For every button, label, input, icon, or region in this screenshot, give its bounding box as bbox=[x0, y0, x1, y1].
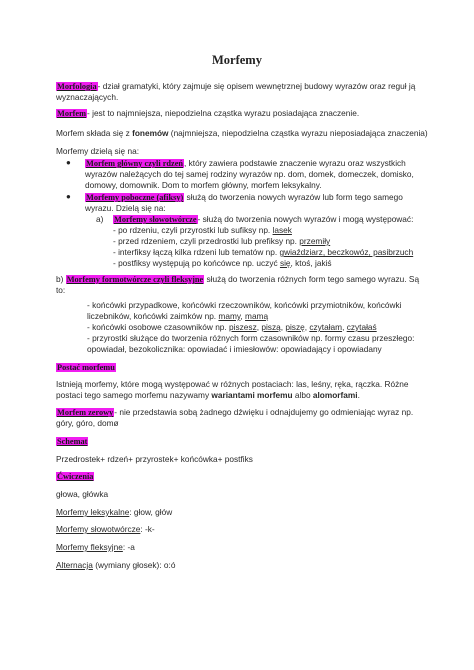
term-morfologia: Morfologia bbox=[57, 82, 97, 91]
exercise-fleksyjne bbox=[56, 542, 135, 552]
term-morfem-zerowy: Morfem zerowy bbox=[57, 408, 114, 417]
text: , bbox=[280, 322, 286, 332]
sub-a-item bbox=[113, 247, 413, 257]
text: albo bbox=[292, 390, 313, 400]
paragraph-schemat: Przedrostek+ rdzeń+ przyrostek+ końcówka+ postfiks bbox=[56, 454, 253, 464]
text: - po rdzeniu, czyli przyrostki lub sufiksy np. bbox=[113, 225, 273, 235]
text: , bbox=[240, 311, 246, 321]
text: - postfiksy występują po końcówce np. uczyć bbox=[113, 258, 280, 268]
text: . bbox=[357, 390, 360, 400]
value: : -k- bbox=[140, 524, 155, 534]
text: służą do tworzenia różnych form tego samego wyrazu. Są bbox=[204, 274, 420, 284]
paragraph-zerowy-cont: góry, góro, domø bbox=[56, 418, 119, 428]
bullet-rdzen-cont1: wyrazów należących do tej samej rodziny wyrazów np. dom, domek, domeczek, domisko, bbox=[85, 169, 414, 179]
text: - jest to najmniejsza, niepodzielna cząstka wyrazu posiadająca znaczenie. bbox=[87, 108, 360, 118]
bullet-afiksy-cont: wyrazu. Dzielą się na: bbox=[85, 203, 166, 213]
exercise-leksykalne bbox=[56, 507, 172, 517]
example: czytałaś bbox=[346, 322, 377, 332]
term-morfem-glowny: Morfem główny czyli rdzeń bbox=[86, 159, 183, 168]
label: Morfemy słowotwórcze bbox=[56, 524, 141, 534]
term-morfemy-formotworcze: Morfemy formotwórcze czyli fleksyjne bbox=[66, 275, 204, 284]
label: Alternacja bbox=[56, 560, 93, 570]
term-morfem: Morfem bbox=[57, 109, 87, 118]
example: piszą bbox=[261, 322, 281, 332]
example: czytałam bbox=[309, 322, 343, 332]
text: , bbox=[342, 322, 347, 332]
text: liczebników, końcówki zaimków np. bbox=[87, 311, 219, 321]
paragraph-postac-cont bbox=[56, 390, 360, 400]
example: przemiły bbox=[299, 236, 331, 246]
term-fonemy: fonemów bbox=[132, 128, 169, 138]
example: mamą bbox=[245, 311, 269, 321]
text: Morfem składa się z bbox=[56, 128, 133, 138]
paragraph-morfologia-cont: wyznaczających. bbox=[56, 92, 119, 102]
value: : głow, głów bbox=[129, 507, 173, 517]
text: służą do tworzenia nowych wyrazów lub form tego samego bbox=[184, 192, 403, 202]
sub-b-item: opowiadał, bezokolicznika: opowiadać i imiesłowów: opowiadający i opowiadany bbox=[87, 344, 382, 354]
text: , bbox=[256, 322, 262, 332]
example: mamy bbox=[218, 311, 241, 321]
sub-b-item: - przyrostki służące do tworzenia różnych form czasowników np. formy czasu przeszłego: bbox=[87, 333, 415, 343]
paragraph-dziela-sie: Morfemy dzielą się na: bbox=[56, 146, 140, 156]
section-heading-cwiczenia bbox=[56, 471, 94, 482]
sub-a-item bbox=[113, 258, 332, 268]
sub-b-item: - końcówki przypadkowe, końcówki rzeczowników, końcówki przymiotników, końcówki bbox=[87, 300, 402, 310]
exercise-alternacja bbox=[56, 560, 175, 570]
text: postaci tego samego morfemu nazywamy bbox=[56, 390, 212, 400]
text: - przed rdzeniem, czyli przedrostki lub prefiksy np. bbox=[113, 236, 300, 246]
text: , który zawiera podstawie znaczenie wyrazu oraz wszystkich bbox=[184, 158, 406, 168]
paragraph-postac: Istnieją morfemy, które mogą występować w różnych postaciach: las, leśny, ręka, rączka. Różne bbox=[56, 379, 409, 389]
example: piszesz bbox=[229, 322, 257, 332]
sub-b-item bbox=[87, 322, 377, 332]
text: - dział gramatyki, który zajmuje się opisem wewnętrznej budowy wyrazów oraz reguł ją bbox=[97, 81, 416, 91]
text: , bbox=[304, 322, 310, 332]
text: (najmniejsza, niepodzielna cząstka wyrazu nieposiadająca znaczenia) bbox=[168, 128, 428, 138]
section-heading-postac bbox=[56, 362, 116, 373]
sub-b-fleksyjne bbox=[56, 274, 419, 285]
paragraph-zerowy bbox=[56, 407, 413, 418]
bullet-afiksy bbox=[85, 192, 403, 203]
term-warianty: wariantami morfemu bbox=[211, 390, 293, 400]
sub-b-item bbox=[87, 311, 268, 321]
term-alomorfy: alomorfami bbox=[312, 390, 358, 400]
sub-b-cont: to: bbox=[56, 285, 66, 295]
sub-a-item bbox=[113, 225, 292, 235]
label: Morfemy fleksyjne bbox=[56, 542, 123, 552]
bullet-dot-icon: ● bbox=[66, 192, 71, 201]
section-heading-schemat bbox=[56, 436, 88, 447]
label: Morfemy leksykalne bbox=[56, 507, 130, 517]
text: , ktoś, jakiś bbox=[290, 258, 332, 268]
sub-a-label: a) bbox=[96, 214, 104, 224]
page-title: Morfemy bbox=[212, 53, 262, 67]
heading-schemat: Schemat bbox=[57, 437, 88, 446]
sub-a-item bbox=[113, 236, 330, 246]
paragraph-morfem bbox=[56, 108, 359, 119]
example: gwiaździarz, beczkowóz, pasibrzuch bbox=[279, 247, 414, 257]
example: się bbox=[279, 258, 291, 268]
text: - końcówki osobowe czasowników np. bbox=[87, 322, 230, 332]
text: - nie przedstawia sobą żadnego dźwięku i odnajdujemy go odmieniając wyraz np. bbox=[114, 407, 414, 417]
heading-cwiczenia: Ćwiczenia bbox=[57, 472, 94, 481]
sub-a-slowotworcze bbox=[113, 214, 413, 225]
term-morfemy-poboczne: Morfemy poboczne (afiksy) bbox=[86, 193, 184, 202]
bullet-dot-icon: ● bbox=[66, 158, 71, 167]
term-morfemy-slowotworcze: Morfemy słowotwórcze bbox=[114, 215, 197, 224]
example: piszę bbox=[285, 322, 305, 332]
value: (wymiany głosek): o:ó bbox=[92, 560, 176, 570]
exercise-slowotworcze bbox=[56, 524, 155, 534]
text: - służą do tworzenia nowych wyrazów i mogą występować: bbox=[197, 214, 414, 224]
heading-postac-morfemu: Postać morfemu bbox=[57, 363, 115, 372]
example: lasek bbox=[272, 225, 292, 235]
value: : -a bbox=[122, 542, 135, 552]
paragraph-morfologia bbox=[56, 81, 415, 92]
bullet-rdzen-cont2: domowy, domownik. Dom to morfem główny, morfem leksykalny. bbox=[85, 180, 322, 190]
sub-b-label: b) bbox=[56, 274, 64, 284]
text: - interfiksy łączą kilka rdzeni lub tematów np. bbox=[113, 247, 280, 257]
bullet-rdzen bbox=[85, 158, 406, 169]
paragraph-fonemy bbox=[56, 128, 428, 138]
exercise-word: głowa, główka bbox=[56, 489, 109, 499]
